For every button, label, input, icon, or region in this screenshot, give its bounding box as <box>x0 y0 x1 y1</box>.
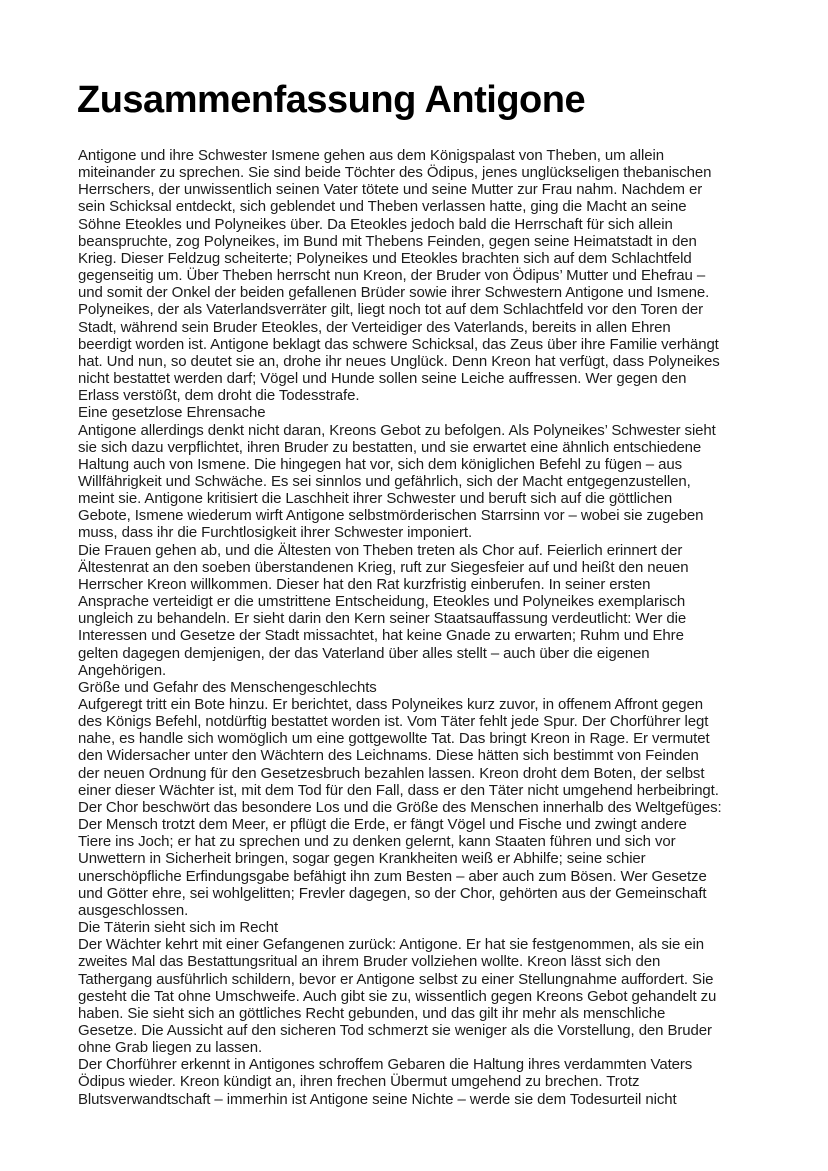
text-line: haben. Sie sieht sich an göttliches Recht gebunden, und das gilt ihr mehr als menschliche <box>78 1004 666 1022</box>
text-line: ausgeschlossen. <box>78 901 189 919</box>
text-line: hat. Und nun, so deutet sie an, drohe ihr neues Unglück. Denn Kreon hat verfügt, dass Polyneikes <box>78 352 720 370</box>
text-line: Herrschers, der unwissentlich seinen Vater tötete und seine Mutter zur Frau nahm. Nachdem er <box>78 181 703 199</box>
text-line: sein Schicksal entdeckt, sich geblendet und Theben verlassen hatte, ging die Macht an seine <box>78 198 687 216</box>
document-body <box>78 147 790 1108</box>
text-line: Krieg. Dieser Feldzug scheiterte; Polyneikes und Eteokles brachten sich auf dem Schlachtfeld <box>78 249 692 267</box>
text-line: sie sich dazu verpflichtet, ihren Bruder zu bestatten, und sie erwartet eine ähnlich entschiedene <box>78 438 702 456</box>
text-line: Größe und Gefahr des Menschengeschlechts <box>78 678 377 696</box>
text-line: gesteht die Tat ohne Umschweife. Auch gibt sie zu, wissentlich gegen Kreons Gebot gehandelt zu <box>78 987 717 1005</box>
text-line: Antigone und ihre Schwester Ismene gehen aus dem Königspalast von Theben, um allein <box>78 147 664 164</box>
text-line: Antigone allerdings denkt nicht daran, Kreons Gebot zu befolgen. Als Polyneikes’ Schwester sieht <box>78 421 716 439</box>
text-line: nicht bestattet werden darf; Vögel und Hunde sollen seine Leiche auffressen. Wer gegen den <box>78 370 687 388</box>
text-line: muss, dass ihr die Furchtlosigkeit ihrer Schwester imponiert. <box>78 524 473 542</box>
text-line: nahe, es handle sich womöglich um eine gottgewollte Tat. Das bringt Kreon in Rage. Er vermutet <box>78 730 710 748</box>
text-line: Tiere ins Joch; er hat zu sprechen und zu denken gelernt, kann Staaten führen und sich vor <box>78 833 676 851</box>
text-line: Ansprache verteidigt er die umstrittene Entscheidung, Eteokles und Polyneikes exemplarisch <box>78 593 686 611</box>
text-line: Ältestenrat an den soeben überstandenen Krieg, ruft zur Siegesfeier auf und heißt den neuen <box>78 558 689 576</box>
text-line: Söhne Eteokles und Polyneikes über. Da Eteokles jedoch bald die Herrschaft für sich allein <box>78 215 673 233</box>
text-line: Polyneikes, der als Vaterlandsverräter gilt, liegt noch tot auf dem Schlachtfeld vor den Toren der <box>78 301 703 319</box>
text-line: des Königs Befehl, notdürftig bestattet worden ist. Vom Täter fehlt jede Spur. Der Chorführer legt <box>78 713 709 731</box>
text-line: beerdigt worden ist. Antigone beklagt das schwere Schicksal, das Zeus über ihre Familie verhängt <box>78 335 719 353</box>
text-line: Interessen und Gesetze der Stadt missachtet, hat keine Gnade zu erwarten; Ruhm und Ehre <box>78 627 684 645</box>
text-line: Stadt, während sein Bruder Eteokles, der Verteidiger des Vaterlands, bereits in allen Ehren <box>78 318 671 336</box>
text-line: Erlass verstößt, dem droht die Todesstrafe. <box>78 387 360 405</box>
text-line: Der Chor beschwört das besondere Los und die Größe des Menschen innerhalb des Weltgefüges: <box>78 798 722 816</box>
text-line: einer dieser Wächter ist, mit dem Tod für den Fall, dass er den Täter nicht umgehend herbeibringt. <box>78 781 719 799</box>
text-line: ungleich zu behandeln. Er sieht darin den Kern seiner Staatsauffassung verdeutlicht: Wer die <box>78 610 687 628</box>
text-line: Tathergang ausführlich schildern, bevor er Antigone selbst zu einer Stellungnahme auffordert. Sie <box>78 970 714 988</box>
text-line: Die Frauen gehen ab, und die Ältesten von Theben treten als Chor auf. Feierlich erinnert der <box>78 541 683 559</box>
text-line: Gesetze. Die Aussicht auf den sicheren Tod schmerzt sie weniger als die Vorstellung, den Bruder <box>78 1021 712 1039</box>
text-line: gegenseitig um. Über Theben herrscht nun Kreon, der Bruder von Ödipus’ Mutter und Ehefrau – <box>78 267 706 285</box>
text-line: Angehörigen. <box>78 661 167 679</box>
text-line: Blutsverwandtschaft – immerhin ist Antigone seine Nichte – werde sie dem Todesurteil nicht <box>78 1090 677 1108</box>
page-title: Zusammenfassung Antigone <box>77 79 586 121</box>
text-line: und Götter ehre, sei wohlgelitten; Frevler dagegen, so der Chor, gehörten aus der Gemeinschaft <box>78 884 707 902</box>
text-line: zweites Mal das Bestattungsritual an ihrem Bruder vollziehen wollte. Kreon lässt sich den <box>78 953 661 971</box>
text-line: Unwettern in Sicherheit bringen, sogar gegen Krankheiten weiß er Abhilfe; seine schier <box>78 850 646 868</box>
text-line: Der Wächter kehrt mit einer Gefangenen zurück: Antigone. Er hat sie festgenommen, als sie ein <box>78 936 705 954</box>
text-line: der neuen Ordnung für den Gesetzesbruch bezahlen lassen. Kreon droht dem Boten, der selbst <box>78 764 705 782</box>
text-line: miteinander zu sprechen. Sie sind beide Töchter des Ödipus, jenes unglückseligen thebanischen <box>78 164 712 182</box>
text-line: den Widersacher unter den Wächtern des Leichnams. Diese hätten sich bestimmt von Feinden <box>78 747 699 765</box>
text-line: Willfährigkeit und Schwäche. Es sei sinnlos und gefährlich, sich der Macht entgegenzustellen, <box>78 472 691 490</box>
text-line: Der Mensch trotzt dem Meer, er pflügt die Erde, er fängt Vögel und Fische und zwingt andere <box>78 816 687 834</box>
text-line: ohne Grab liegen zu lassen. <box>78 1039 263 1057</box>
text-line: beanspruchte, zog Polyneikes, im Bund mit Thebens Feinden, gegen seine Heimatstadt in den <box>78 232 697 250</box>
text-line: Herrscher Kreon willkommen. Dieser hat den Rat kurzfristig einberufen. In seiner ersten <box>78 575 651 593</box>
text-line: gelten dagegen demjenigen, der das Vaterland über alles stellt – auch über die eigenen <box>78 644 650 662</box>
text-line: Gebote, Ismene wiederum wirft Antigone selbstmörderischen Starrsinn vor – wobei sie zugeben <box>78 507 704 525</box>
text-line: meint sie. Antigone kritisiert die Laschheit ihrer Schwester und beruft sich auf die göttlichen <box>78 490 673 508</box>
text-line: unerschöpfliche Erfindungsgabe befähigt ihn zum Besten – aber auch zum Bösen. Wer Gesetze <box>78 867 707 885</box>
text-line: Aufgeregt tritt ein Bote hinzu. Er berichtet, dass Polyneikes kurz zuvor, in offenem Affront gegen <box>78 696 704 713</box>
text-line: Ödipus wieder. Kreon kündigt an, ihren frechen Übermut umgehend zu brechen. Trotz <box>78 1073 640 1091</box>
text-line: und somit der Onkel der beiden gefallenen Brüder sowie ihrer Schwestern Antigone und Ismene. <box>78 284 710 302</box>
text-line: Haltung auch von Ismene. Die hingegen hat vor, sich dem königlichen Befehl zu fügen – aus <box>78 455 682 473</box>
text-line: Eine gesetzlose Ehrensache <box>78 404 266 422</box>
text-line: Die Täterin sieht sich im Recht <box>78 919 279 937</box>
text-line: Der Chorführer erkennt in Antigones schroffem Gebaren die Haltung ihres verdammten Vaters <box>78 1056 693 1074</box>
